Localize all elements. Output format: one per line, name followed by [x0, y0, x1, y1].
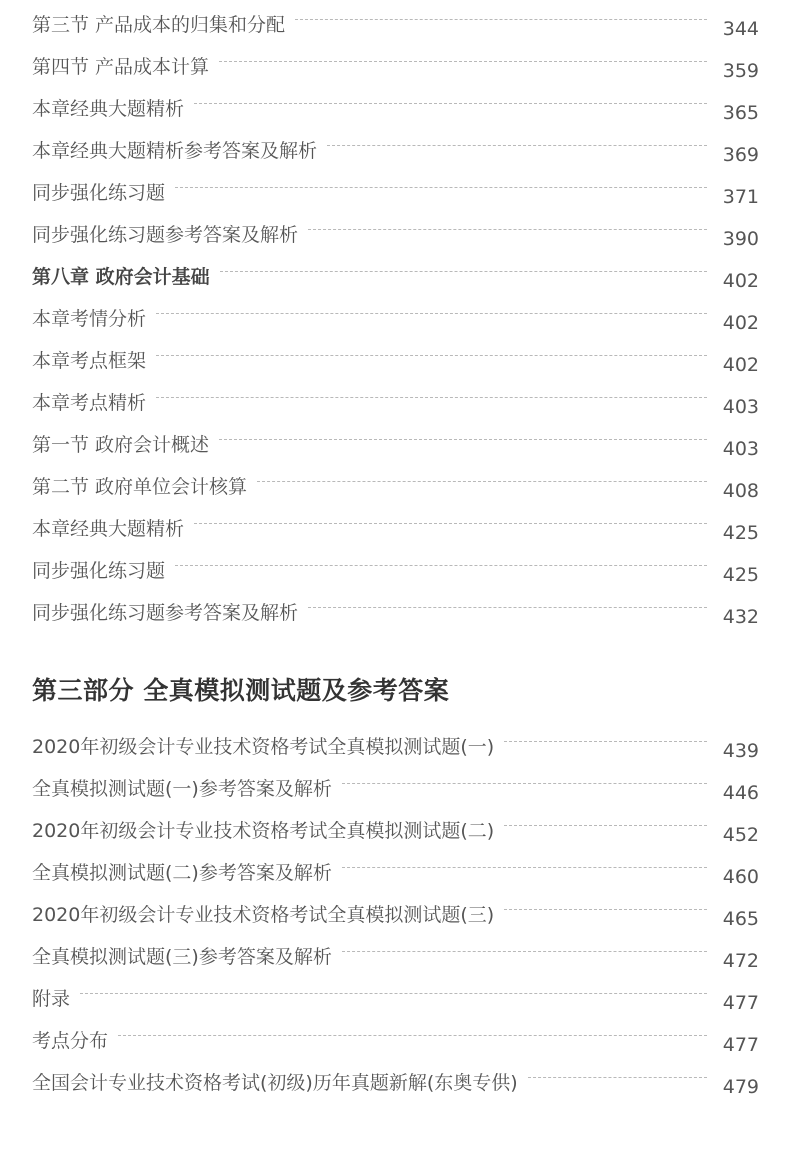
toc-entry[interactable] — [32, 508, 759, 550]
toc-entry-title: 第三节 产品成本的归集和分配 — [32, 13, 291, 37]
toc-chapter-entry[interactable] — [32, 256, 759, 298]
toc-entry-page: 365 — [722, 102, 759, 124]
toc-entry-title: 第一节 政府会计概述 — [32, 433, 215, 457]
toc-entry-page: 390 — [722, 228, 759, 250]
toc-entry[interactable] — [32, 298, 759, 340]
toc-entry-title: 2020年初级会计专业技术资格考试全真模拟测试题(二) — [32, 819, 500, 843]
dotted-leader — [342, 867, 707, 868]
toc-entry-page: 477 — [722, 1034, 759, 1056]
toc-entry[interactable] — [32, 466, 759, 508]
toc-entry[interactable] — [32, 130, 759, 172]
toc-entry[interactable] — [32, 382, 759, 424]
toc-entry[interactable] — [32, 1020, 759, 1062]
toc-entry[interactable] — [32, 726, 759, 768]
toc-entry-page: 472 — [722, 950, 759, 972]
toc-entry[interactable] — [32, 46, 759, 88]
toc-entry-page: 403 — [722, 396, 759, 418]
toc-entry-title: 同步强化练习题 — [32, 181, 171, 205]
dotted-leader — [219, 439, 707, 440]
dotted-leader — [156, 355, 707, 356]
toc-entry-page: 439 — [722, 740, 759, 762]
dotted-leader — [194, 103, 707, 104]
dotted-leader — [504, 909, 707, 910]
toc-list-part-three — [32, 726, 759, 1104]
toc-entry-title: 本章考点精析 — [32, 391, 152, 415]
dotted-leader — [504, 825, 707, 826]
dotted-leader — [156, 313, 707, 314]
dotted-leader — [308, 229, 707, 230]
toc-entry-title: 本章经典大题精析参考答案及解析 — [32, 139, 323, 163]
toc-entry[interactable] — [32, 88, 759, 130]
toc-entry-page: 432 — [722, 606, 759, 628]
toc-entry-title: 第四节 产品成本计算 — [32, 55, 215, 79]
toc-entry-title: 同步强化练习题参考答案及解析 — [32, 601, 304, 625]
toc-entry-page: 479 — [722, 1076, 759, 1098]
toc-entry[interactable] — [32, 936, 759, 978]
toc-entry-title: 考点分布 — [32, 1029, 114, 1053]
toc-entry-page: 425 — [722, 522, 759, 544]
toc-entry-page: 408 — [722, 480, 759, 502]
dotted-leader — [257, 481, 707, 482]
dotted-leader — [219, 61, 707, 62]
toc-entry[interactable] — [32, 978, 759, 1020]
toc-entry-title: 同步强化练习题 — [32, 559, 171, 583]
toc-entry[interactable] — [32, 550, 759, 592]
toc-entry[interactable] — [32, 592, 759, 634]
dotted-leader — [295, 19, 707, 20]
dotted-leader — [156, 397, 707, 398]
dotted-leader — [342, 951, 707, 952]
toc-entry[interactable] — [32, 894, 759, 936]
toc-entry-page: 371 — [722, 186, 759, 208]
toc-entry-page: 460 — [722, 866, 759, 888]
toc-entry-title: 本章经典大题精析 — [32, 97, 190, 121]
toc-entry-title: 全真模拟测试题(三)参考答案及解析 — [32, 945, 338, 969]
dotted-leader — [80, 993, 707, 994]
toc-entry[interactable] — [32, 172, 759, 214]
toc-list-chapter-section — [32, 4, 759, 634]
toc-entry-title: 本章经典大题精析 — [32, 517, 190, 541]
toc-entry-title: 全真模拟测试题(一)参考答案及解析 — [32, 777, 338, 801]
toc-entry-page: 425 — [722, 564, 759, 586]
toc-entry-title: 本章考点框架 — [32, 349, 152, 373]
dotted-leader — [528, 1077, 707, 1078]
toc-entry[interactable] — [32, 214, 759, 256]
toc-entry[interactable] — [32, 852, 759, 894]
toc-entry-page: 477 — [722, 992, 759, 1014]
toc-entry-page: 359 — [722, 60, 759, 82]
part-heading: 第三部分 全真模拟测试题及参考答案 — [32, 676, 450, 705]
toc-entry-page: 465 — [722, 908, 759, 930]
toc-entry-title: 2020年初级会计专业技术资格考试全真模拟测试题(三) — [32, 903, 500, 927]
toc-entry-page: 402 — [722, 270, 759, 292]
toc-chapter-title: 第八章 政府会计基础 — [32, 265, 216, 289]
dotted-leader — [342, 783, 707, 784]
toc-entry-page: 402 — [722, 312, 759, 334]
dotted-leader — [175, 187, 707, 188]
toc-entry-title: 全真模拟测试题(二)参考答案及解析 — [32, 861, 338, 885]
dotted-leader — [504, 741, 707, 742]
toc-entry-title: 2020年初级会计专业技术资格考试全真模拟测试题(一) — [32, 735, 500, 759]
toc-entry-title: 附录 — [32, 987, 76, 1011]
toc-entry-title: 本章考情分析 — [32, 307, 152, 331]
dotted-leader — [308, 607, 707, 608]
dotted-leader — [220, 271, 707, 272]
toc-entry-page: 402 — [722, 354, 759, 376]
toc-entry-title: 第二节 政府单位会计核算 — [32, 475, 253, 499]
toc-entry-page: 452 — [722, 824, 759, 846]
toc-entry-title: 同步强化练习题参考答案及解析 — [32, 223, 304, 247]
dotted-leader — [327, 145, 707, 146]
toc-entry[interactable] — [32, 1062, 759, 1104]
toc-entry-page: 403 — [722, 438, 759, 460]
toc-entry[interactable] — [32, 340, 759, 382]
dotted-leader — [118, 1035, 707, 1036]
toc-entry[interactable] — [32, 424, 759, 466]
toc-entry[interactable] — [32, 768, 759, 810]
dotted-leader — [194, 523, 707, 524]
toc-entry-title: 全国会计专业技术资格考试(初级)历年真题新解(东奥专供) — [32, 1071, 524, 1095]
toc-entry-page: 369 — [722, 144, 759, 166]
dotted-leader — [175, 565, 707, 566]
toc-entry[interactable] — [32, 810, 759, 852]
toc-entry-page: 446 — [722, 782, 759, 804]
toc-entry[interactable] — [32, 4, 759, 46]
toc-entry-page: 344 — [722, 18, 759, 40]
